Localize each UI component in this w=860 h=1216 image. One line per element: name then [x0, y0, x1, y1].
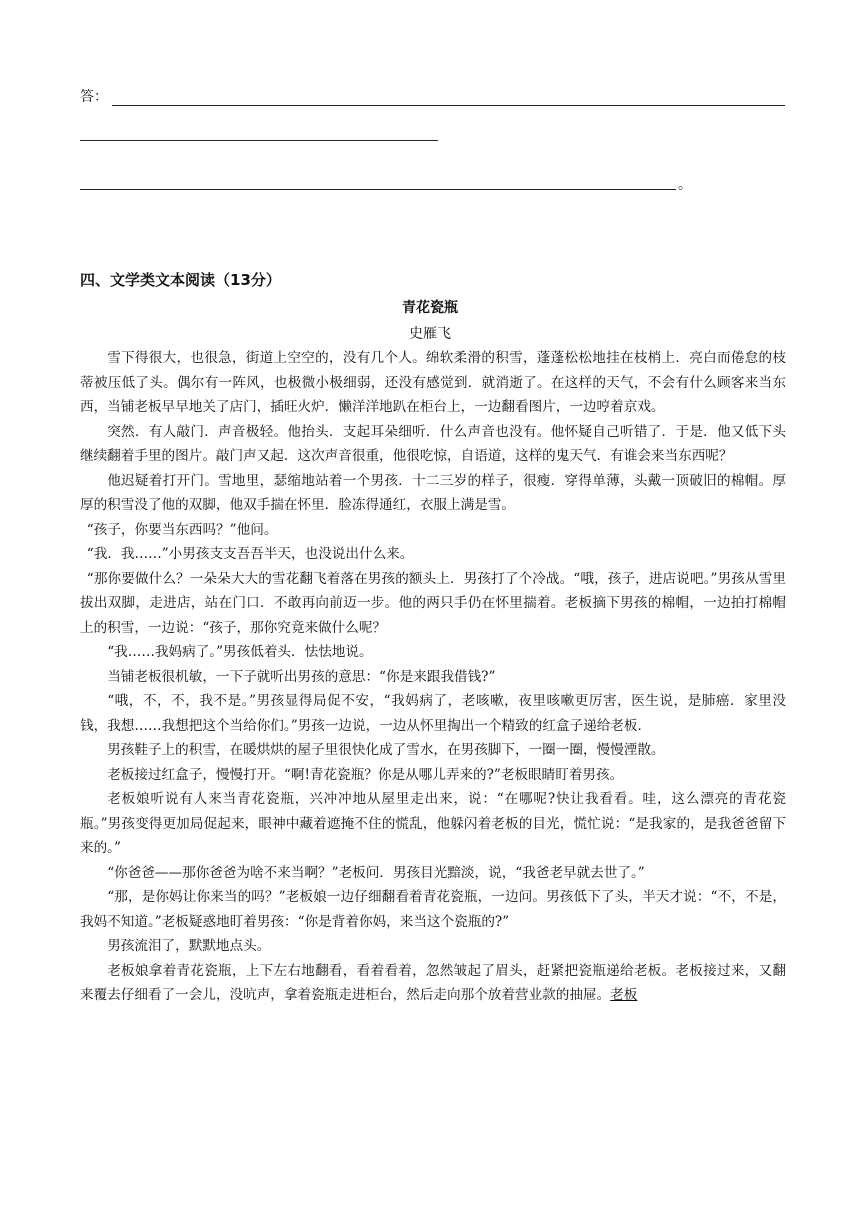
paragraph: 男孩鞋子上的积雪，在暖烘烘的屋子里很快化成了雪水，在男孩脚下，一圈一圈，慢慢湮散。 — [107, 742, 665, 758]
answer-label: 答： — [80, 89, 108, 105]
paragraph: “孩子，你要当东西吗？”他问。 — [86, 521, 278, 538]
answer-blank-line-1 — [112, 93, 785, 106]
paragraph-text: 老板娘拿着青花瓷瓶，上下左右地翻看，看着看着，忽然皱起了眉头，赶紧把瓷瓶递给老板。老板接过来，又翻来覆去仔细看了一会儿，没吭声，拿着瓷瓶走进柜台，然后走向那个放着营业款的抽屉。 — [80, 962, 786, 1003]
article-author: 史雁飞 — [409, 326, 451, 342]
answer-blank-line-2 — [80, 128, 438, 141]
article-title: 青花瓷瓶 — [402, 300, 458, 316]
paragraph: “哦，不，不，我不是。”男孩显得局促不安，“我妈病了，老咳嗽，夜里咳嗽更厉害，医生说，是肺癌．家里没钱，我想……我想把这个当给你们。”男孩一边说，一边从怀里掏出一个精致的红盒子递给老板． — [80, 693, 786, 734]
paragraph: “我．我……”小男孩支支吾吾半天，也没说出什么来。 — [86, 546, 414, 562]
underlined-text: 老板 — [610, 987, 638, 1003]
section-heading: 四、文学类文本阅读（13分） — [80, 271, 281, 289]
paragraph: “我……我妈病了。”男孩低着头．怯怯地说。 — [107, 644, 373, 660]
paragraph-last — [80, 959, 786, 1008]
paragraph: 老板娘听说有人来当青花瓷瓶，兴冲冲地从屋里走出来，说：“在哪呢?快让我看看。哇，这么漂亮的青花瓷瓶。”男孩变得更加局促起来，眼神中藏着遮掩不住的慌乱，他躲闪着老板的目光，慌忙说：“是我家的，是我爸爸留下来的。” — [80, 791, 786, 856]
paragraph: 当铺老板很机敏，一下子就听出男孩的意思：“你是来跟我借钱?” — [107, 668, 496, 685]
paragraph: 突然．有人敲门．声音极轻。他抬头．支起耳朵细听．什么声音也没有。他怀疑自己听错了．于是．他又低下头继续翻着手里的图片。敲门声又起．这次声音很重，他很吃惊，自语道，这样的鬼天气．有谁会来当东西呢？ — [80, 423, 786, 464]
paragraph: “那，是你妈让你来当的吗？”老板娘一边仔细翻看着青花瓷瓶，一边问。男孩低下了头，半天才说：“不，不是，我妈不知道。”老板疑惑地盯着男孩：“你是背着你妈，来当这个瓷瓶的?” — [80, 889, 786, 930]
article-body — [80, 346, 786, 1008]
paragraph: 男孩流泪了，默默地点头。 — [107, 938, 271, 954]
paragraph: 老板接过红盒子，慢慢打开。“啊!青花瓷瓶？你是从哪儿弄来的?”老板眼睛盯着男孩。 — [107, 766, 624, 783]
paragraph: “你爸爸——那你爸爸为啥不来当啊？”老板问．男孩目光黯淡，说，“我爸老早就去世了。” — [107, 864, 645, 881]
answer-end-mark: 。 — [678, 177, 692, 193]
paragraph: “那你要做什么？一朵朵大大的雪花翻飞着落在男孩的额头上．男孩打了个冷战。“哦，孩子，进店说吧。”男孩从雪里拔出双脚，走进店，站在门口．不敢再向前迈一步。他的两只手仍在怀里揣着。老板摘下男孩的棉帽，一边拍打棉帽上的积雪，一边说：“孩子，那你究竟来做什么呢？ — [80, 570, 786, 636]
paragraph: 他迟疑着打开门。雪地里，瑟缩地站着一个男孩．十二三岁的样子，很瘦．穿得单薄，头戴一顶破旧的棉帽。厚厚的积雪没了他的双脚，他双手揣在怀里．脸冻得通红，衣服上满是雪。 — [80, 472, 786, 513]
answer-row — [80, 88, 785, 106]
paragraph: 雪下得很大，也很急，街道上空空的，没有几个人。绵软柔滑的积雪，蓬蓬松松地挂在枝梢上．亮白而倦怠的枝蒂被压低了头。偶尔有一阵风，也极微小极细弱，还没有感觉到．就消逝了。在这样的天气，不会有什么顾客来当东西，当铺老板早早地关了店门，插旺火炉．懒洋洋地趴在柜台上，一边翻看图片，一边哼着京戏。 — [80, 350, 786, 415]
answer-area — [80, 88, 785, 193]
answer-blank-line-3 — [80, 177, 676, 190]
